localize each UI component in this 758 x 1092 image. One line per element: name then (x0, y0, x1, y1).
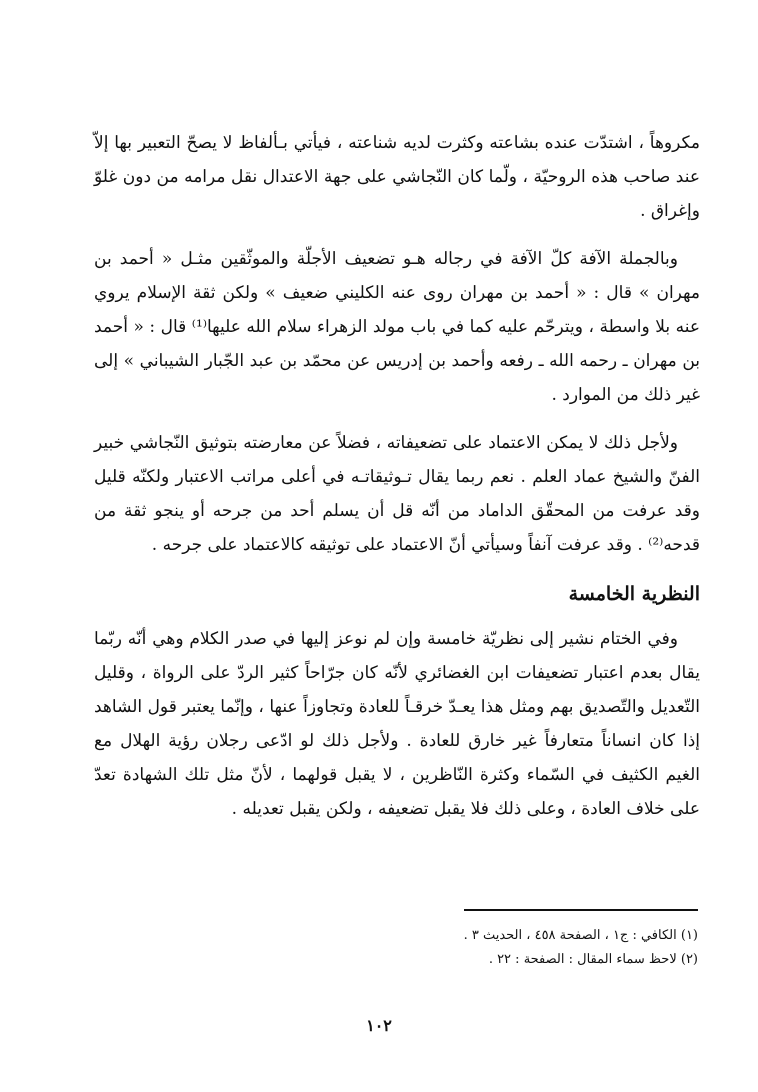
paragraph-weak-narrators: وبالجملة الآفة كلّ الآفة في رجاله هـو تضعيف الأجلّة والموثّقين مثـل « أحمد بن مهران » قال : « أحمد بن مهران روى عنه الكليني ضعيف » ولكن ثقة الإسلام يروي عنه بلا واسطة ، ويترحّم عليه كما في باب مولد الزهراء سلام الله عليها⁽¹⁾ قال : « أحمد بن مهران ـ رحمه الله ـ رفعه وأحمد بن إدريس عن محمّد بن عبد الجّبار الشيباني » إلى غير ذلك من الموارد . (94, 249, 700, 405)
paragraph-fifth-theory: وفي الختام نشير إلى نظريّة خامسة وإن لم نوعز إليها في صدر الكلام وهي أنّه ربّما يقال بعدم اعتبار تضعيفات ابن الغضائري لأنّه كان جرّاحاً كثير الردّ على الرواة ، وقليل التّعديل والتّصديق بهم ومثل هذا يعـدّ خرقـاً للعادة وتجاوزاً عنها ، وإنّما يعتبر قول الشاهد إذا كان انساناً متعارفاً غير خارق للعادة . ولأجل ذلك لو ادّعى رجلان رؤية الهلال مع الغيم الكثيف في السّماء وكثرة النّاظرين ، لا يقبل قولهما ، لأنّ مثل تلك الشهادة تعدّ على خلاف العادة ، وعلى ذلك فلا يقبل تضعيفه ، ولكن يقبل تعديله . (94, 629, 700, 819)
footnote-1: (١) الكافي : ج١ ، الصفحة ٤٥٨ ، الحديث ٣ . (463, 928, 698, 943)
paragraph-reliance: ولأجل ذلك لا يمكن الاعتماد على تضعيفاته ، فضلاً عن معارضته بتوثيق النّجاشي خبير الفنّ والشيخ عماد العلم . نعم ربما يقال تـوثيقاتـه في أعلى مراتب الاعتبار ولكنّه قليل وقد عرفت من المحقّق الداماد من أنّه قل أن يسلم أحد من جرحه أو ينجو ثقة من قدحه⁽²⁾ . وقد عرفت آنفاً وسيأتي أنّ الاعتماد على توثيقه كالاعتماد على جرحه . (94, 433, 700, 555)
main-text (94, 126, 700, 840)
footnote-divider (464, 909, 698, 911)
page-number: ١٠٢ (366, 1016, 392, 1035)
footnote-2: (٢) لاحظ سماء المقال : الصفحة : ٢٢ . (488, 952, 698, 967)
paragraph-continuation: مكروهاً ، اشتدّت عنده بشاعته وكثرت لديه شناعته ، فيأتي بـألفاظ لا يصحّ التعبير بها إلاّ عند صاحب هذه الروحيّة ، ولّما كان النّجاشي على جهة الاعتدال نقل مرامه من دون غلوّ وإغراق . (94, 133, 700, 221)
footnotes (98, 924, 698, 972)
section-heading: النظرية الخامسة (568, 583, 700, 605)
